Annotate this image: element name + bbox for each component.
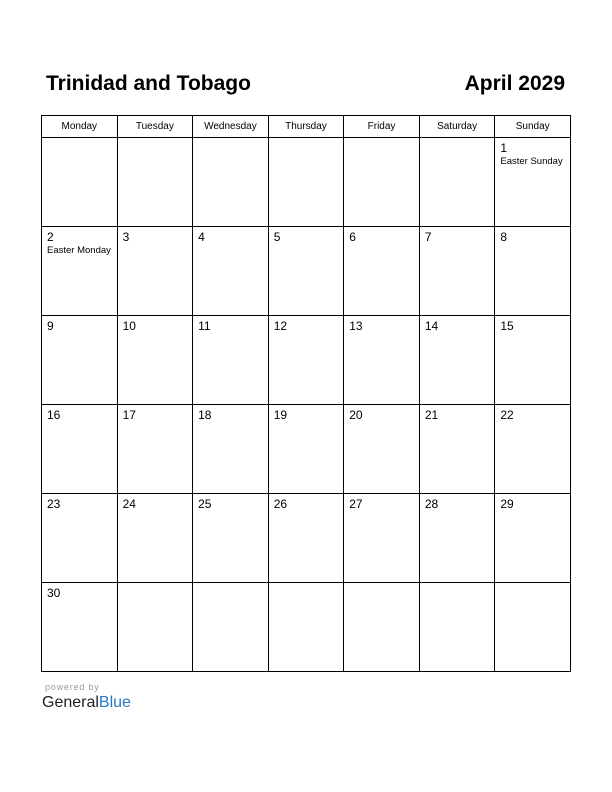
day-number: 22 [500, 408, 514, 422]
holiday-label [269, 511, 344, 512]
day-number: 27 [349, 497, 363, 511]
calendar-month-title: April 2029 [464, 72, 565, 95]
day-cell [419, 227, 495, 316]
holiday-label [420, 586, 495, 587]
weekday-tuesday: Tuesday [117, 116, 193, 138]
day-number: 18 [198, 408, 212, 422]
day-cell [117, 405, 193, 494]
holiday-label [344, 333, 419, 334]
week-row [42, 494, 571, 583]
day-number: 29 [500, 497, 514, 511]
day-cell [193, 227, 269, 316]
day-cell [117, 583, 193, 672]
day-number: 13 [349, 319, 363, 333]
holiday-label [269, 422, 344, 423]
day-number: 3 [122, 230, 130, 244]
weekday-header-row [42, 116, 571, 138]
holiday-label [420, 244, 495, 245]
weekday-thursday: Thursday [268, 116, 344, 138]
calendar-country-title: Trinidad and Tobago [46, 72, 251, 95]
holiday-label [344, 244, 419, 245]
day-number: 12 [273, 319, 288, 333]
day-cell [193, 138, 269, 227]
holiday-label [269, 244, 344, 245]
day-cell [495, 316, 571, 405]
week-row [42, 583, 571, 672]
day-cell [419, 316, 495, 405]
holiday-label [420, 141, 495, 142]
day-number: 14 [424, 319, 439, 333]
holiday-label [269, 141, 344, 142]
day-cell [495, 405, 571, 494]
day-cell [268, 138, 344, 227]
week-row [42, 138, 571, 227]
day-number: 26 [273, 497, 288, 511]
holiday-label [193, 422, 268, 423]
week-row [42, 227, 571, 316]
day-cell [117, 316, 193, 405]
day-cell [42, 494, 118, 583]
day-number: 21 [424, 408, 439, 422]
day-number: 6 [349, 230, 356, 244]
day-number: 25 [198, 497, 212, 511]
brand-name-blue: Blue [98, 694, 131, 711]
day-number: 30 [47, 586, 61, 600]
holiday-label [495, 422, 570, 423]
day-number: 7 [424, 230, 432, 244]
day-number: 23 [47, 497, 61, 511]
day-number: 28 [424, 497, 439, 511]
holiday-label [118, 244, 193, 245]
weekday-saturday: Saturday [419, 116, 495, 138]
holiday-label: Easter Sunday [500, 156, 563, 167]
weekday-monday: Monday [42, 116, 118, 138]
holiday-label [118, 511, 193, 512]
day-number: 8 [500, 230, 508, 244]
day-cell [193, 405, 269, 494]
day-number: 4 [198, 230, 205, 244]
day-number: 9 [47, 319, 54, 333]
day-cell [419, 583, 495, 672]
holiday-label [495, 244, 570, 245]
day-number: 1 [500, 141, 508, 155]
calendar-grid [41, 115, 571, 672]
day-cell [344, 227, 420, 316]
day-cell [344, 494, 420, 583]
holiday-label [118, 586, 193, 587]
holiday-label [118, 422, 193, 423]
holiday-label [42, 333, 117, 334]
day-cell [268, 316, 344, 405]
holiday-label [118, 141, 193, 142]
day-cell [344, 316, 420, 405]
day-number: 19 [273, 408, 288, 422]
day-number: 11 [198, 319, 211, 333]
holiday-label: Easter Monday [47, 245, 111, 256]
day-cell [117, 494, 193, 583]
day-cell [268, 227, 344, 316]
holiday-label [344, 422, 419, 423]
holiday-label [193, 244, 268, 245]
day-cell [117, 138, 193, 227]
day-number: 5 [273, 230, 281, 244]
holiday-label [42, 600, 117, 601]
holiday-label [495, 333, 570, 334]
holiday-label [42, 511, 117, 512]
weekday-wednesday: Wednesday [193, 116, 269, 138]
day-cell [419, 138, 495, 227]
holiday-label [495, 511, 570, 512]
day-cell [344, 583, 420, 672]
brand-logo[interactable] [42, 693, 131, 713]
day-cell [117, 227, 193, 316]
day-cell [344, 138, 420, 227]
day-cell [495, 138, 571, 227]
day-cell [344, 405, 420, 494]
holiday-label [344, 511, 419, 512]
day-cell [42, 583, 118, 672]
day-number: 17 [122, 408, 136, 422]
day-cell [42, 405, 118, 494]
holiday-label [420, 333, 495, 334]
day-cell [495, 227, 571, 316]
holiday-label [42, 422, 117, 423]
weekday-friday: Friday [344, 116, 420, 138]
holiday-label [269, 333, 344, 334]
day-cell [419, 494, 495, 583]
day-cell [193, 316, 269, 405]
day-cell [268, 494, 344, 583]
holiday-label [193, 333, 268, 334]
day-number: 16 [47, 408, 61, 422]
brand-name-general: General [42, 694, 99, 711]
day-number: 15 [500, 319, 514, 333]
day-cell [268, 405, 344, 494]
day-cell [42, 138, 118, 227]
holiday-label [420, 422, 495, 423]
day-cell [42, 227, 118, 316]
day-number: 24 [122, 497, 136, 511]
holiday-label [118, 333, 193, 334]
weekday-sunday: Sunday [495, 116, 571, 138]
day-number: 2 [47, 230, 54, 244]
powered-by-label: powered by [45, 682, 100, 692]
day-number: 10 [122, 319, 136, 333]
holiday-label [495, 586, 570, 587]
day-cell [495, 494, 571, 583]
holiday-label [344, 141, 419, 142]
week-row [42, 316, 571, 405]
holiday-label [420, 511, 495, 512]
day-cell [268, 583, 344, 672]
week-row [42, 405, 571, 494]
holiday-label [344, 586, 419, 587]
day-cell [193, 494, 269, 583]
day-cell [419, 405, 495, 494]
holiday-label [193, 586, 268, 587]
day-cell [495, 583, 571, 672]
holiday-label [42, 141, 117, 142]
holiday-label [193, 511, 268, 512]
day-cell [42, 316, 118, 405]
holiday-label [193, 141, 268, 142]
day-cell [193, 583, 269, 672]
day-number: 20 [349, 408, 363, 422]
holiday-label [269, 586, 344, 587]
